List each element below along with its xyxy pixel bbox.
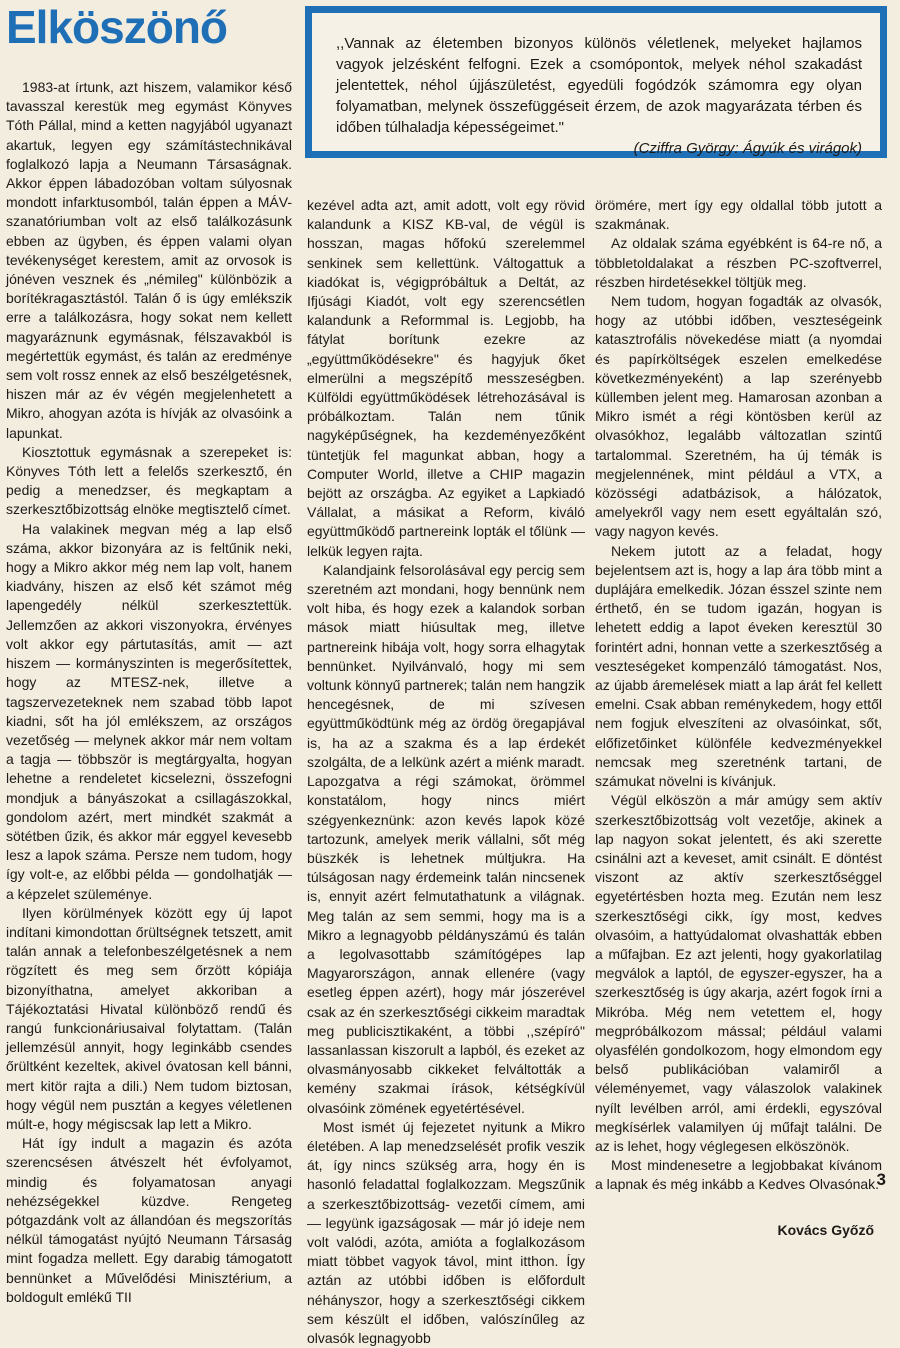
author-signature: Kovács Győző (777, 1221, 874, 1238)
paragraph: Az oldalak száma egyébként is 64-re nő, a többletoldalakat a részben PC-szoftverrel, részben hirdetésekkel töltjük meg. (595, 235, 882, 290)
text-column-2 (307, 196, 585, 1346)
epigraph-text: ,,Vannak az életemben bizonyos különös véletlenek, melyeket hajlamos vagyok jelzésként felfogni. Ezek a csomópontok, melyek néhol szakadást jelentettek, néhol újjászületést, egyedüli fogódzók számomra egy olyan folyamatban, melynek összefüggéseit érzem, de azok magyarázata térben és időben túlhaladja képességeimet." (336, 35, 862, 136)
paragraph: Nekem jutott az a feladat, hogy bejelentsem azt is, hogy a lap ára több mint a duplájára emelkedik. Józan ésszel szinte nem érthető, én se tudom igazán, hogyan is lehetett eddig a lapot éveken keresztül 30 forintért adni, honnan vette a szerkesztőség a veszteségeket kompenzáló támogatást. Nos, az újabb áremelések miatt a lap árát fel kellett emelni. Csak abban reménykedem, hogy ettől nem fogjuk elveszíteni az olvasóinkat, sőt, előfizetőinket különféle kedvezményekkel nemcsak meg szeretnénk tartani, de számukat növelni is kívánjuk. (595, 542, 882, 790)
paragraph: Kiosztottuk egymásnak a szerepeket is: Könyves Tóth lett a felelős szerkesztő, én pedig a menedzser, és megkaptam a szerkesztőbizottság elnöke megtisztelő címet. (6, 443, 292, 518)
paragraph: kezével adta azt, amit adott, volt egy rövid kalandunk a KISZ KB-val, de végül is hosszan, magas hőfokú szerelemmel senkinek sem kellettünk. Váltogattuk a kiadókat is, végigpróbáltuk a Deltát, az Ifjúsági Kiadót, volt egy szerencsétlen kalandunk a Reformmal is. Legjobb, ha fátylat borítunk ezekre az „együttműködésekre" és hagyjuk őket elmerülni a megszépítő messzeségben. Külföldi együttműködések létrehozásával is próbálkoztam. Talán nem tűnik nagyképűségnek, ha kezdeményezőként tüntetjük fel magunkat abban, hogy a Computer World, illetve a CHIP magazin bejött az országba. Az egyiket a Lapkiadó Vállalat, a másikat a Reform, kiváló együttműködő partnereink lopták el tőlünk — lelkük legyen rajta. (307, 197, 585, 559)
paragraph: Végül elköszön a már amúgy sem aktív szerkesztőbizottság volt vezetője, akinek a lap nagyon sokat jelentett, és aki szerette csinálni azt a keveset, amit csinált. E döntést viszont az aktív szerkesztőséggel egyetértésben hozta meg. Ezután nem lesz szerkesztőségi cikk, így most, kedves olvasóim, a hattyúdalomat olvashatták ebben a műfajban. Ez azt jelenti, hogy gyakorlatilag megválok a laptól, de egyszer-egyszer, ha a szerkesztőség is úgy akarja, azért fogok írni a Mikróba. Még nem vetettem el, hogy megpróbálkozom mással; például valami olyasfélén gondolkozom, hogy elmondom egy belső publikációban valamiről a véleményemet, vagy válaszolok valakinek nyílt levélben arról, ami érdekli, egyszóval megkísérlek valamilyen új műfajt találni. De az is lehet, hogy véglegesen elköszönök. (595, 792, 882, 1154)
paragraph: Hát így indult a magazin és azóta szerencsésen átvészelt hét évfolyamot, mindig és folyamatosan anyagi nehézségekkel küzdve. Rengeteg pótgazdánk volt az állandóan és megszorítás nélkül támogatást nyújtó Neumann Társaság mint fogadza mellett. Egy darabig támogatott bennünket a Művelődési Minisztérium, a boldogult emlékű TII (6, 1135, 292, 1305)
paragraph: 1983-at írtunk, azt hiszem, valamikor késő tavasszal kerestük meg egymást Könyves Tóth Pállal, mind a ketten nagyjából ugyanazt akartuk, legyen egy számítástechnikával foglalkozó lapja a Neumann Társaságnak. Akkor éppen lábadozóban voltam súlyosnak mondott infarktusomból, talán éppen a MÁV-szanatóriumban volt az első találkozásunk ebben az ügyben, és éppen valami olyan tevékenységet kerestem, amit az orvosok is jónéven vesznek és „némileg" különbözik a borítékragasztástól. Talán ő is úgy emlékszik erre a találkozásra, hogy sokat nem kellett magyaráznunk egymásnak, félszavakból is megértettük egymást, és talán az eredménye sem volt rossz ennek az első beszélgetésnek, hiszen már az év végén megjelenhetett a Mikro, ahogyan azóta is hívják az olvasóink a lapunkat. (6, 79, 292, 441)
paragraph: Nem tudom, hogyan fogadták az olvasók, hogy az utóbbi időben, veszteségeink katasztrofális növekedése miatt (a nyomdai és papírköltségek eszelen emelkedése következményeként) a lap szerényebb küllemben jelent meg. Hamarosan azonban a Mikro ismét a régi köntösben kerül az olvasókhoz, legalább változatlan szintű tartalommal. Szeretném, ha új témák is megjelennének, mint például a VTX, a közösségi adatbázisok, a hálózatok, amelyekről vagy nem esett egyáltalán szó, vagy nagyon kevés. (595, 293, 882, 540)
epigraph-box (305, 6, 887, 158)
text-column-1 (6, 78, 292, 1305)
article-title: Elköszönő (6, 1, 228, 53)
paragraph: Ha valakinek megvan még a lap első száma, akkor bizonyára az is feltűnik neki, hogy a Mikro akkor még nem lap volt, hanem kiadvány, hiszen az első két számot még lapengedély nélkül szerkesztettük. Jellemzően az akkori viszonyokra, érvényes volt akkor egy pártutasítás, amit — azt hiszem — kormányszinten is megerősítettek, hogy az MTESZ-nek, illetve a tagszervezeteknek nem szabad több lapot kiadni, sőt ha jól emlékszem, az országos vezetőség — melynek akkor már nem voltam a tagja — többször is megtárgyalta, hogyan lehetne a rendeletet kicselezni, összefogni mondjuk a bányászokat a csillagászokkal, gondolom azért, mert mindkét szakmát a sötétben űzik, és akkor már eggyel kevesebb lesz a lapok száma. Persze nem tudom, hogy így volt-e, az előbbi példa — gondolhatják — a képzelet szüleménye. (6, 520, 292, 902)
paragraph: Most ismét új fejezetet nyitunk a Mikro életében. A lap menedzselését profik veszik át, így nincs szükség arra, hogy én is hasonló feladattal foglalkozzam. Megszűnik a szerkesztőbizottság- vezetői címem, ami — legyünk igazságosak — már jó ideje nem volt valódi, azóta, amióta a foglalkozásom miatt többet vagyok távol, mint itthon. Így aztán az utóbbi időben is előfordult néhányszor, hogy a szerkesztőségi cikkem sem készült el időben, valószínűleg az olvasók legnagyobb (307, 1118, 585, 1346)
page-number: 3 (876, 1170, 886, 1189)
epigraph-source: (Cziffra György: Ágyúk és virágok) (633, 140, 862, 157)
paragraph: örömére, mert így egy oldallal több jutott a szakmának. (595, 197, 882, 233)
text-column-3 (595, 196, 882, 1238)
paragraph: Ilyen körülmények között egy új lapot indítani kimondottan őrültségnek tetszett, amit talán annak a telefonbeszélgetésnek a nem rögzített és meg sem őrzött kópiája bizonyíthatna, amelyet akkoriban a Tájékoztatási Hivatal különböző rendű és rangú funkcionáriusaival folytattam. (Talán jellemzésül annyit, hogy leginkább csendes őrültként kezeltek, akivel óvatosan kell bánni, mert kitör rajta a dili.) Nem tudom biztosan, hogy végül nem pusztán a kegyes véletlenen múlt-e, hogy mégiscsak lap lett a Mikro. (6, 904, 292, 1132)
paragraph: Most mindenesetre a legjobbakat kívánom a lapnak és még inkább a Kedves Olvasónak. (595, 1157, 882, 1193)
paragraph: Kalandjaink felsorolásával egy percig sem szeretném azt mondani, hogy bennünk nem volt hiba, és hogy ezek a kalandok sorban mások miatt hiúsultak meg, illetve partnereink hibája volt, hogy sorra elhagytak bennünket. Nyilvánvaló, hogy mi sem voltunk könnyű partnerek; talán nem hangzik hencegésnek, de mi szívesen együttműködtünk még az ördög öregapjával is, ha az a szakma és a lap érdekét szolgálta, de a lelkünk azért a miénk maradt. Lapozgatva a régi számokat, örömmel konstatálom, hogy nincs miért szégyenkeznünk: azon kevés lapok közé tartozunk, amelyek merik vállalni, sőt még büszkék is lehetnek múltjukra. Ha túlságosan nagy érdemeink talán nincsenek is, ennyit azért felmutathatunk a világnak. Meg talán az sem semmi, hogy ma is a Mikro a legnagyobb példányszámú és talán a legolvasottabb számítógépes lap Magyarországon, annak ellenére (vagy esetleg éppen azért), hogy már jószerével csak az én szerkesztőségi cikkeim maradtak meg publicisztikaként, a többi ,,szépíró" lassanlassan kiszorult a lapból, és ezeket az olvasmányosabb cikkeket felváltották a kemény szakmai írások, kétségkívül olvasóink zömének egyetértésével. (307, 561, 585, 1116)
